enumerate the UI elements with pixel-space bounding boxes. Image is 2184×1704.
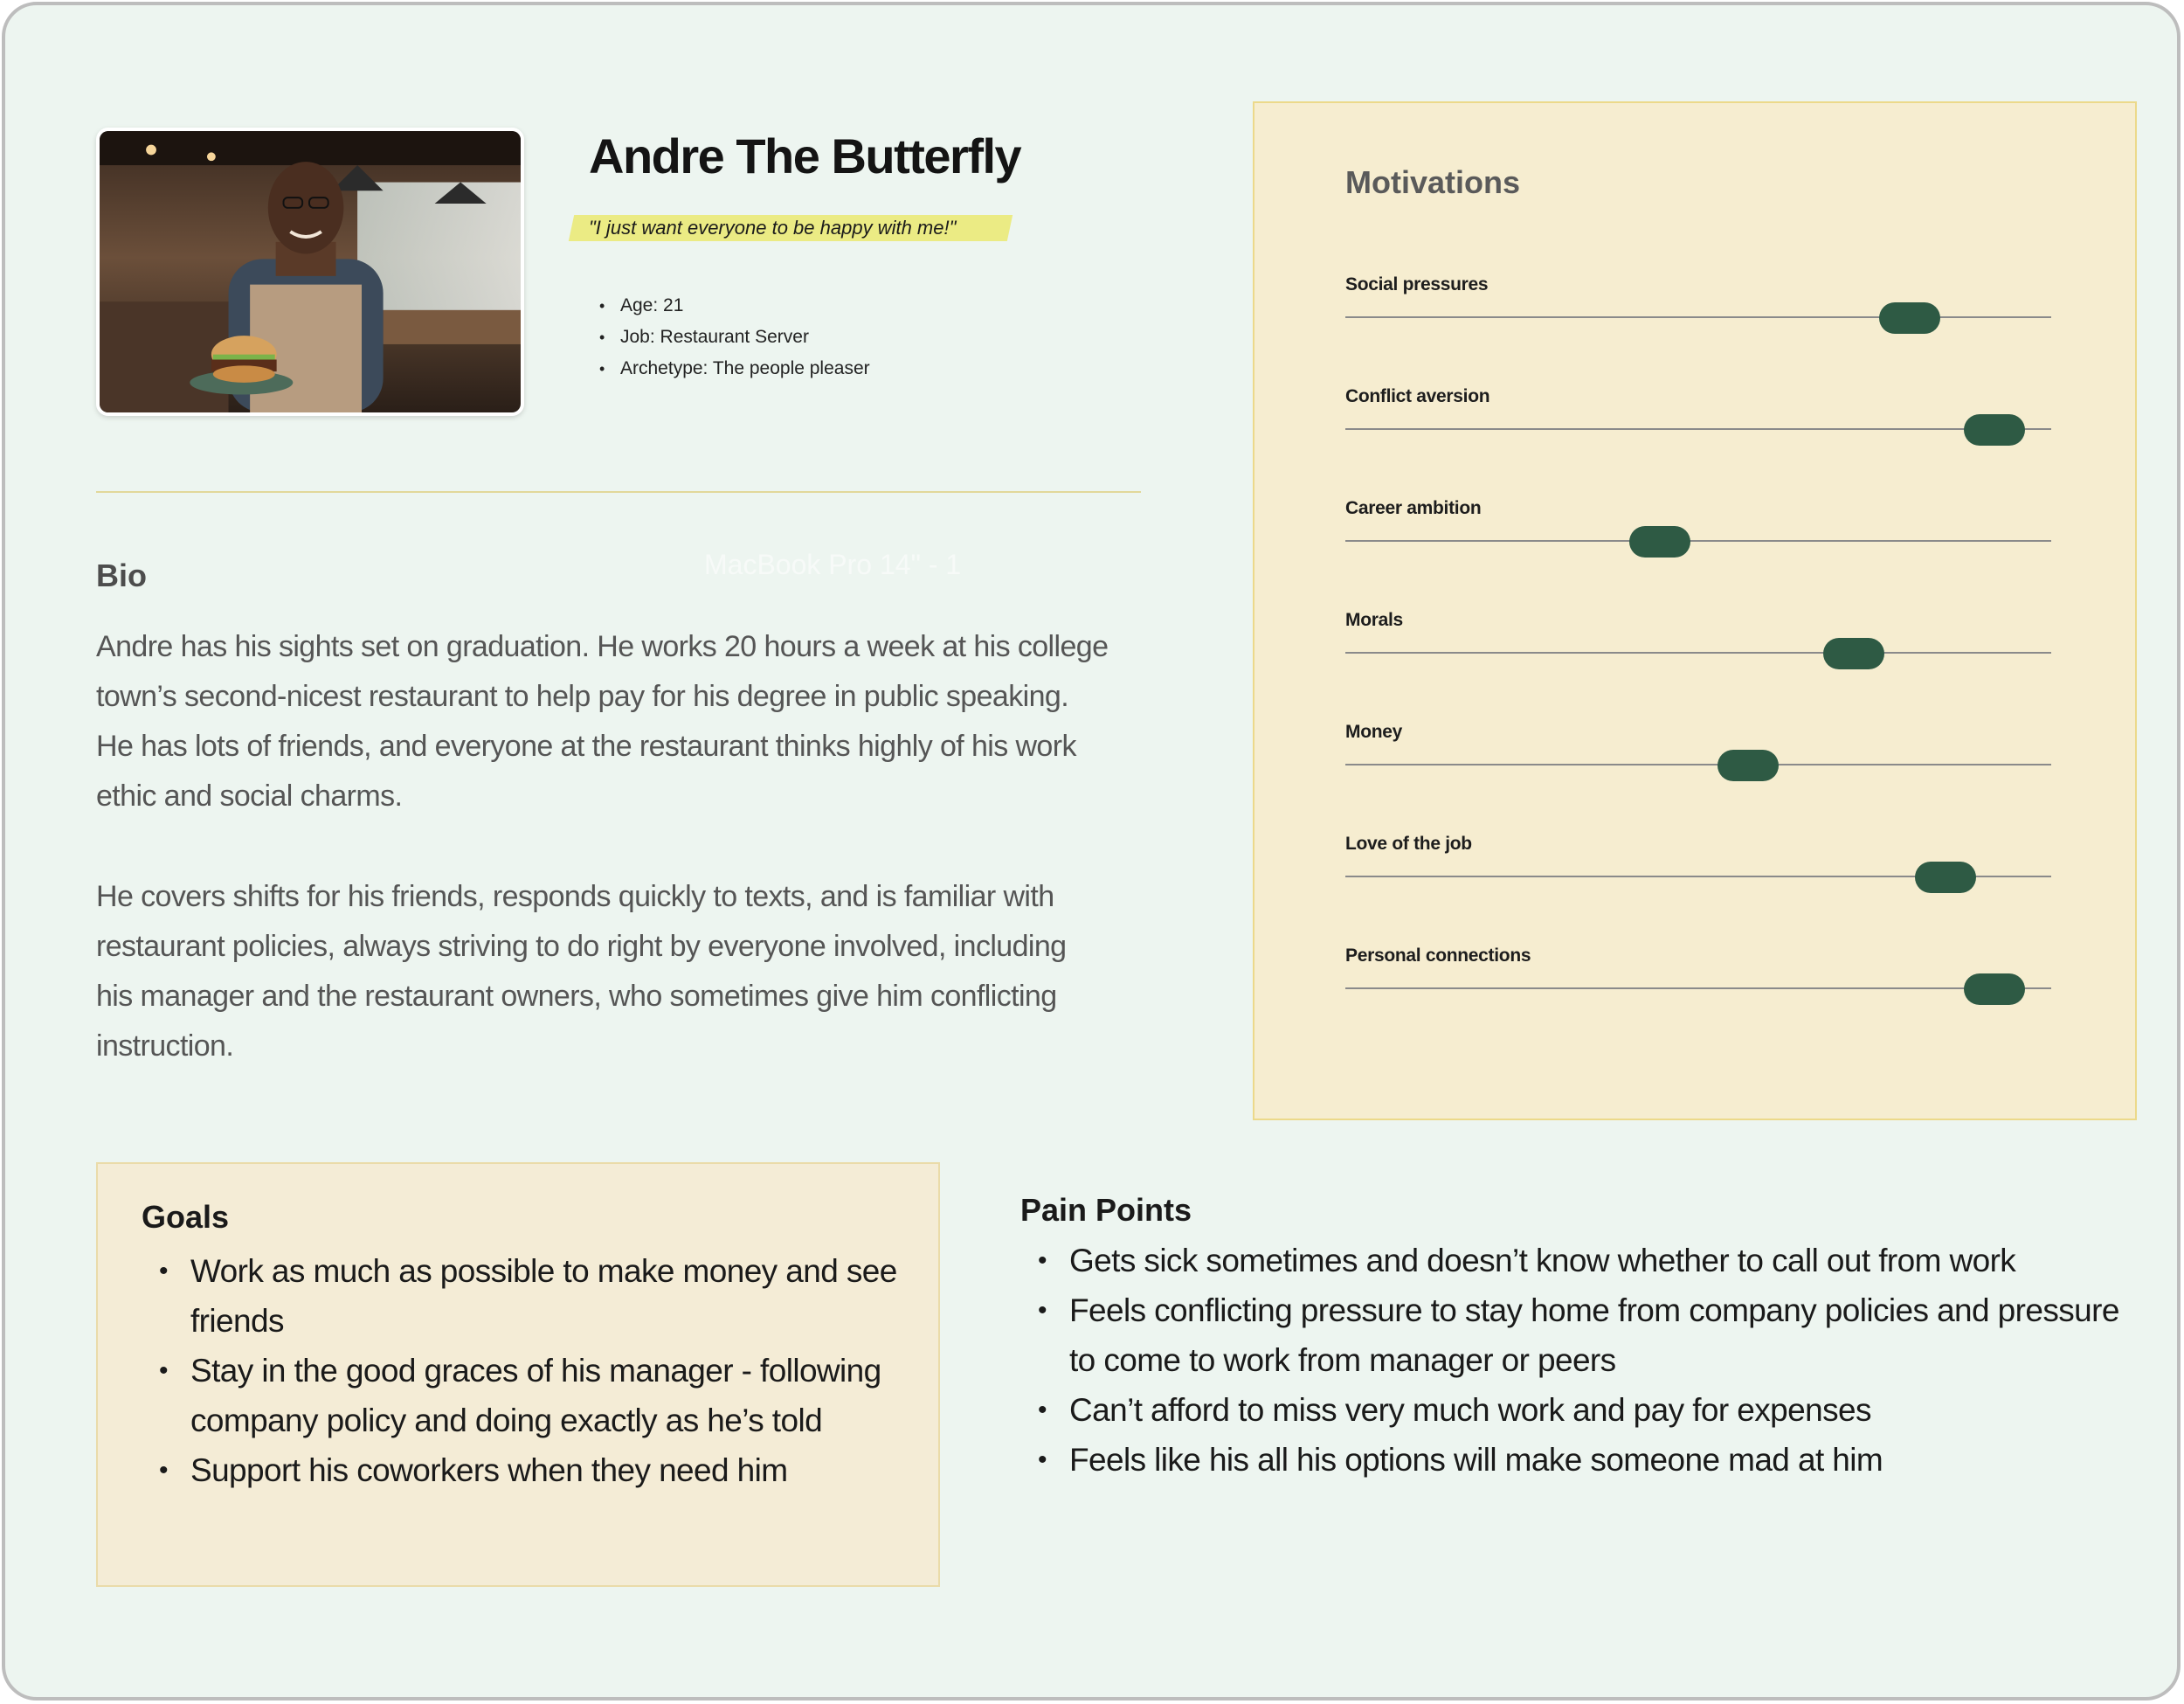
motivations-panel <box>1253 101 2137 1120</box>
motivation-money <box>1345 722 2051 783</box>
motivation-love-of-the-job <box>1345 834 2051 895</box>
motivation-career-ambition <box>1345 498 2051 559</box>
pain-points-heading: Pain Points <box>1020 1192 1192 1228</box>
persona-facts-list <box>599 290 870 384</box>
pain-point-item: • Feels like his all his options will make someone mad at him <box>1020 1435 2147 1485</box>
motivation-conflict-aversion <box>1345 386 2051 447</box>
goals-panel <box>96 1162 940 1587</box>
slider-thumb[interactable] <box>1964 414 2025 446</box>
slider-thumb[interactable] <box>1629 526 1690 558</box>
pain-points-list <box>1020 1236 2147 1485</box>
motivation-label: Social pressures <box>1345 274 1489 294</box>
fact-job: • Job: Restaurant Server <box>599 322 870 353</box>
slider-track <box>1345 987 2051 989</box>
goal-item: • Stay in the good graces of his manager - following company policy and doing exactly as he’s told <box>142 1346 910 1445</box>
goals-list <box>142 1246 910 1495</box>
goal-item: • Work as much as possible to make money and see friends <box>142 1246 910 1346</box>
slider-thumb[interactable] <box>1915 862 1976 893</box>
slider-thumb[interactable] <box>1879 302 1940 334</box>
persona-canvas <box>2 2 2181 1701</box>
motivation-label: Morals <box>1345 610 1403 630</box>
slider-track <box>1345 540 2051 542</box>
fact-age: • Age: 21 <box>599 290 870 322</box>
slider-track <box>1345 428 2051 430</box>
pain-point-item: • Gets sick sometimes and doesn’t know whether to call out from work <box>1020 1236 2147 1285</box>
motivation-label: Money <box>1345 722 1403 742</box>
ghost-frame-label: MacBook Pro 14" - 1 <box>704 549 962 580</box>
pain-point-item: • Feels conflicting pressure to stay home from company policies and pressure to come to work from manager or peers <box>1020 1285 2147 1385</box>
persona-photo <box>96 128 524 416</box>
section-divider <box>96 491 1141 493</box>
bio-heading: Bio <box>96 558 147 593</box>
pain-point-item: • Can’t afford to miss very much work and pay for expenses <box>1020 1385 2147 1435</box>
goals-heading: Goals <box>142 1199 230 1235</box>
motivations-heading: Motivations <box>1345 164 1521 200</box>
persona-name: Andre The Butterfly <box>589 128 1021 184</box>
bio-paragraph: Andre has his sights set on graduation. He works 20 hours a week at his college town’s second-nicest restaurant to help pay for his degree in public speaking. He has lots of friends, and everyone at the restaurant thinks highly of his work ethic and social charms. <box>96 630 1109 813</box>
restaurant-server-image <box>100 131 521 412</box>
persona-quote: "I just want everyone to be happy with me!" <box>589 217 957 239</box>
motivation-label: Love of the job <box>1345 834 1472 854</box>
goal-item: • Support his coworkers when they need him <box>142 1445 910 1495</box>
slider-thumb[interactable] <box>1964 973 2025 1005</box>
motivation-label: Conflict aversion <box>1345 386 1490 406</box>
slider-thumb[interactable] <box>1823 638 1884 669</box>
motivation-personal-connections <box>1345 946 2051 1007</box>
motivation-social-pressures <box>1345 274 2051 336</box>
slider-track <box>1345 652 2051 654</box>
bio-paragraph: He covers shifts for his friends, responds quickly to texts, and is familiar with restaurant policies, always striving to do right by everyone involved, including his manager and the restaurant owners, who sometimes give him conflicting instruction. <box>96 880 1067 1063</box>
slider-track <box>1345 316 2051 318</box>
motivation-label: Personal connections <box>1345 946 1531 966</box>
fact-archetype: • Archetype: The people pleaser <box>599 353 870 384</box>
slider-thumb[interactable] <box>1717 750 1779 781</box>
slider-track <box>1345 764 2051 765</box>
motivation-morals <box>1345 610 2051 671</box>
motivation-label: Career ambition <box>1345 498 1482 518</box>
